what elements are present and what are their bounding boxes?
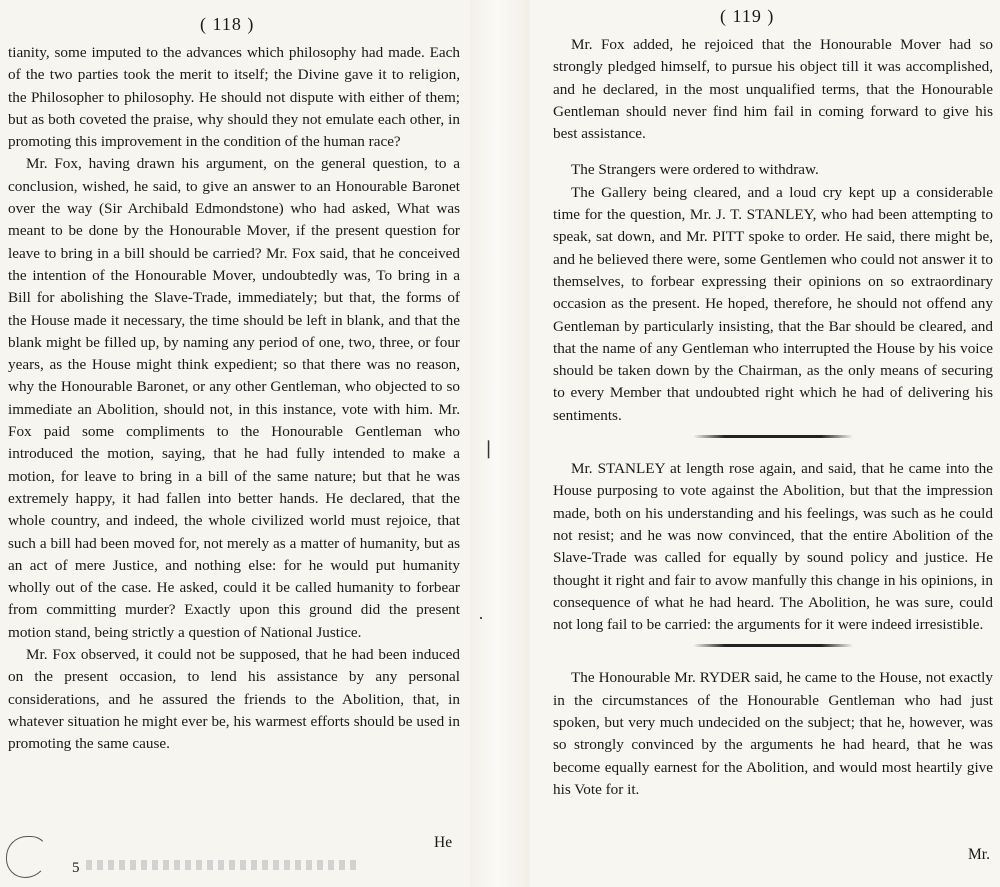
left-page-number: ( 118 ) xyxy=(200,14,255,34)
faint-bleed-through xyxy=(86,860,356,870)
paragraph: Mr. Fox, having drawn his argument, on the general question, to a conclusion, wished, he said, to give an answer to an Honourable Baronet over the way (Sir Archibald Edmondstone) who had asked, What was meant to be done by the Honourable Mover, if the present question for leave to bring in a bill should be carried? Mr. Fox said, that he conceived the intention of the Honourable Mover, undoubtedly was, To bring in a Bill for abolishing the Slave-Trade, immediately; but that, the forms of the House made it necessary, the time should be left in blank, and that the blank might be filled up, by naming any period of one, two, three, or four years, as the House might think expedient; so that there was no reason, why the Honourable Baronet, or any other Gentleman, who objected to so immediate an Abolition, should not, in this instance, vote with him. Mr. Fox paid some compliments to the Honourable Gentleman who introduced the motion, saying, that he had fully intended to make a motion, for leave to bring in a bill of the same nature; but that he was extremely happy, it had fallen into better hands. He declared, that the whole country, and indeed, the whole civilized world must rejoice, that such a bill had been moved for, not merely as a matter of humanity, but as an act of mere Justice, and nothing else: for he would put humanity wholly out of the case. He asked, could it be called humanity to forbear from committing murder? Exactly upon this ground did the present motion stand, being strictly a question of National Justice. xyxy=(8,155,460,641)
paragraph: The Gallery being cleared, and a loud cry kept up a considerable time for the question, Mr. J. T. STANLEY, who had been attempting to speak, sat down, and Mr. PITT spoke to order. He said, there might be, and he believed there were, some Gentlemen who could not answer it to themselves, to forbear expressing their opinions on so extraordinary occasion as the present. He hoped, therefore, he should not offend any Gentleman by particularly insisting, that the Bar should be cleared, and that the name of any Gentleman who interrupted the House by his voice should be taken down by the Chairman, as the only means of securing to every Member that undoubted right which he had of delivering his sentiments. xyxy=(553,183,993,424)
book-gutter xyxy=(470,0,530,887)
section-rule xyxy=(693,644,853,647)
signature-mark: 5 xyxy=(72,860,80,876)
left-catchword: He xyxy=(434,834,453,851)
spacer xyxy=(553,145,993,159)
left-page-text xyxy=(8,42,460,756)
section-rule xyxy=(693,435,853,438)
ink-blot-mark: · xyxy=(478,608,484,628)
ink-blot-mark: ❘ xyxy=(481,438,497,458)
paragraph: The Honourable Mr. RYDER said, he came to the House, not exactly in the circumstances of the Honourable Gentleman who had just spoken, but very much undecided on the subject; that he, however, was so strongly convinced by the arguments he had heard, that he was become equally earnest for the Abolition, and would most heartily give his Vote for it. xyxy=(553,669,993,798)
paragraph: tianity, some imputed to the advances which philosophy had made. Each of the two parties took the merit to itself; the Divine gave it to religion, the Philosopher to philosophy. He should not dispute with either of them; but as both coveted the praise, why should they not emulate each other, in promoting this improvement in the condition of the human race? xyxy=(8,44,460,151)
right-page-number: ( 119 ) xyxy=(720,6,775,26)
right-catchword: Mr. xyxy=(968,846,990,863)
paragraph: Mr. Fox added, he rejoiced that the Honourable Mover had so strongly pledged himself, to pursue his object till it was accomplished, and he declared, in the most unqualified terms, that the Honourable Gentleman should never find him fail in coming forward to give his best assistance. xyxy=(553,36,993,143)
paragraph: Mr. STANLEY at length rose again, and said, that he came into the House purposing to vote against the Abolition, but that the impression made, both on his understanding and his feelings, was such as he could not resist; and he was now convinced, that the entire Abolition of the Slave-Trade was called for equally by sound policy and justice. He thought it right and fair to avow manfully this change in his opinions, in consequence of what he had heard. The Abolition, he was sure, could not long fail to be carried: the arguments for it were indeed irresistible. xyxy=(553,460,993,634)
paragraph: The Strangers were ordered to withdraw. xyxy=(571,161,819,179)
right-page-text xyxy=(553,34,993,801)
paragraph: Mr. Fox observed, it could not be supposed, that he had been induced on the present occasion, to lend his assistance by any personal considerations, and he assured the friends to the Abolition, that, in whatever situation he might ever be, his warmest efforts should be used in promoting the same cause. xyxy=(8,646,460,753)
